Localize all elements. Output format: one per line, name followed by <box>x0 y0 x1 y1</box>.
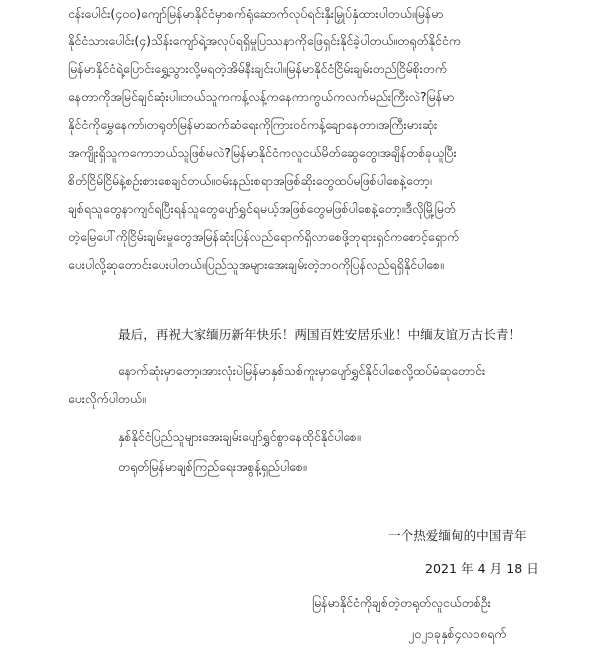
signature-date-zh: 2021 年 4 月 18 日 <box>425 561 539 576</box>
paragraph-line: နေတာကိုအမြင်ချင်ဆုံးပါ။ဘယ်သူကကန့်လန့်ကနေကာကွယ်ကလက်မည်းကြီးလဲ?မြန်မာ <box>68 89 455 104</box>
paragraph-line: နိုင်ငံသားပေါင်း(၄)သိန်းကျော်ရဲ့အလုပ်ရရှိမှုပြဿနာကိုဖြေရှင်းနိုင်ခဲ့ပါတယ်။တရုတ်နိုင်ငံက <box>68 33 461 48</box>
wish-line: တရုတ်မြန်မာချစ်ကြည်ရေးအစွန့်ရှည်ပါစေ။ <box>118 459 307 474</box>
paragraph-line: စိတ်ငြိမ်ငြိမ်နဲ့စဉ်းစားစေချင်တယ်။ဝမ်းနည်းစရာအဖြစ်ဆိုးတွေထပ်မဖြစ်ပါစေနဲ့တော့၊ <box>68 173 432 188</box>
signature-date-my: ၂၀၂၁ခုနှစ်၄လ၁၈ရက် <box>408 626 507 641</box>
paragraph-line: ပေးပါလို့ဆုတောင်းပေးပါတယ်။ပြည်သူအများအေးချမ်းတဲ့ဘဝကိုပြန်လည်ရရှိနိုင်ပါစေ။ <box>68 257 444 272</box>
closing-line: ပေးလိုက်ပါတယ်။ <box>68 391 146 406</box>
paragraph-line: ချစ်ရသူတွေနာကျင်ရပြီးရန်သူတွေပျော်ရွှင်ရမယ့်အဖြစ်တွေမဖြစ်ပါစေနဲ့တော့။ဒီလိုမြို့မြတ် <box>68 201 456 216</box>
signature-author-my: မြန်မာနိုင်ငံကိုချစ်တဲ့တရုတ်လူငယ်တစ်ဦး <box>312 595 491 610</box>
wishes-zh: 最后，再祝大家缅历新年快乐！两国百姓安居乐业！中缅友谊万古长青！ <box>118 327 521 342</box>
paragraph-line: နိုင်ငံကိုမွှေနေကာ်၊တရုတ်မြန်မာဆက်ဆံရေးကိုကြားဝင်ကန့်ချောနေတာ၊အကြီးမားဆုံး <box>68 117 438 132</box>
signature-author-zh: 一个热爱缅甸的中国青年 <box>388 528 527 543</box>
paragraph-line: အကျိုးရှိသူကကောဘယ်သူဖြစ်မလဲ?မြန်မာနိုင်ငံကလူငယ်မိတ်ဆွေတွေ၊အချိန်တစ်ခုယူပြီး <box>68 145 457 160</box>
paragraph-line: ငန်းပေါင်း(၄၀၀)ကျော်မြန်မာနိုင်ငံမှာစက်ရုံဆောက်လုပ်ရင်းနှီးမြှုပ်နှံထားပါတယ်။မြန်မာ <box>68 6 444 21</box>
paragraph-line: မြန်မာနိုင်ငံရဲ့ပြောင်းရွှေ့သွားလို့မရတဲ့အိမ်နီးချင်းပါ။မြန်မာနိုင်ငံငြိမ်းချမ်းတည်ငြိမ်စိုးတက် <box>68 61 447 76</box>
paragraph-line: တဲ့မြေပေါ်ကိုငြိမ်းချမ်းမှုတွေအမြန်ဆုံးပြန်လည်ရောက်ရှိလာစေဖို့ဘုရားရှင်ကစောင့်ရှောက် <box>68 229 460 244</box>
wish-line: နှစ်နိုင်ငံပြည်သူများအေးချမ်းပျော်ရွှင်စွာနေထိုင်နိုင်ပါစေ။ <box>118 429 361 444</box>
closing-line: နောက်ဆုံးမှာတော့၊အားလုံးပဲမြန်မာနှစ်သစ်ကူးမှာပျော်ရွှင်နိုင်ပါစေလို့ထပ်မံဆုတောင်း <box>118 363 486 378</box>
